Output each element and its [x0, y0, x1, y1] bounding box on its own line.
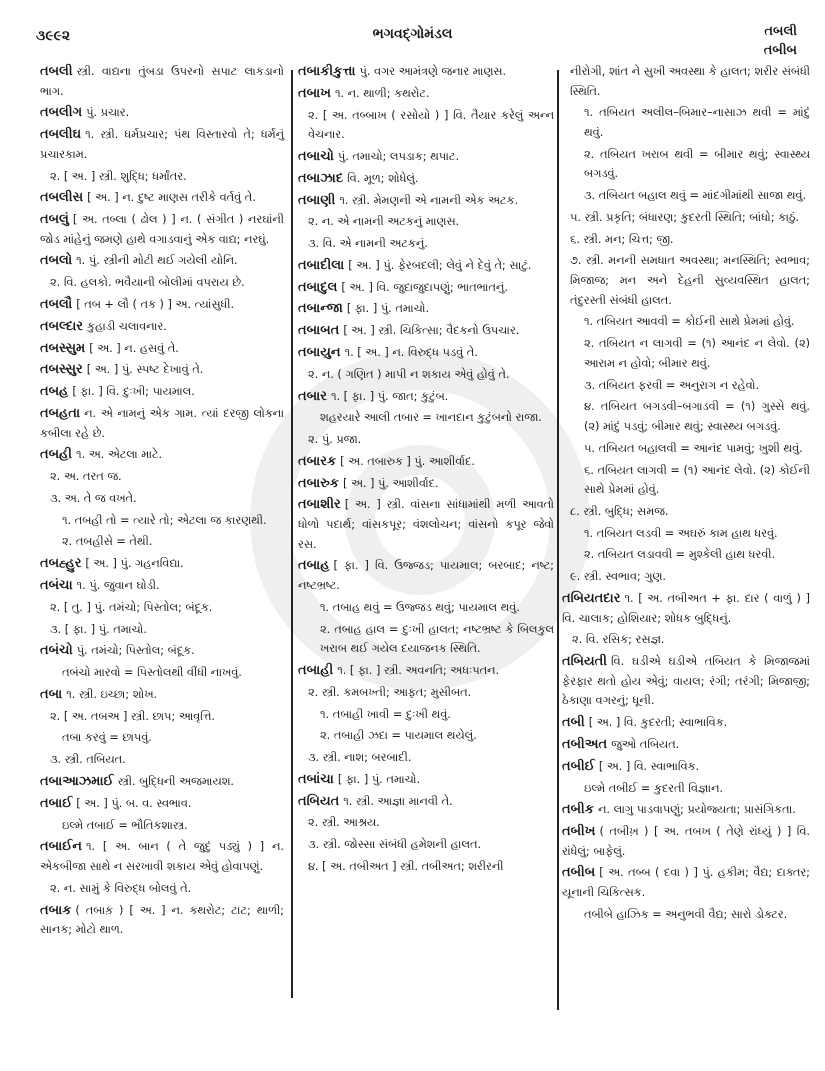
definition-text: ( તબાક઼ ) [ અ. ] ન. કથરોટ; ટાટ; થાળી; સાનક; મોટો થાળ.: [40, 903, 284, 937]
definition-text: ૬. સ્ત્રી. મન; ચિત્ત; જી.: [570, 232, 674, 246]
definition-text: પું. તમાચો; લપડાક; થપાટ.: [337, 149, 460, 163]
entry-sense: [562, 461, 810, 500]
definition-text: [ અ. ] સ્ત્રી. ચિકિત્સા; વૈદકનો ઉપચાર.: [343, 324, 520, 338]
entry-sense: [40, 728, 284, 748]
dictionary-entry: [562, 735, 810, 755]
headword: તબાઈન: [40, 839, 82, 855]
definition-text: ૧. પું. જુવાન ઘોડી.: [76, 579, 160, 592]
dictionary-entry: [40, 445, 284, 465]
headword: તબાંચા: [298, 771, 334, 787]
headword: તબીબ: [562, 865, 596, 881]
definition-text: પું. તમંચો; પિસ્તોલ; બંદૂક.: [76, 644, 195, 658]
entry-sense: [562, 439, 810, 459]
definition-text: [ અ. ] પું. બ. વ. સ્વભાવ.: [76, 796, 192, 810]
definition-text: ૨. અ. તરત જ.: [50, 470, 122, 484]
entry-sense: [562, 524, 810, 544]
definition-text: ૨. ન. સામું કે વિરુદ્ધ બોલવું તે.: [50, 881, 192, 895]
entry-sense: [562, 545, 810, 565]
entry-sense: [562, 103, 810, 142]
dictionary-entry: [40, 360, 284, 380]
headword: તબહ: [40, 384, 69, 400]
dictionary-entry: [40, 794, 284, 814]
definition-text: [ ફા. ] પું. તમાચો.: [346, 302, 430, 316]
definition-text: ૧. પું. સ્ત્રીની મોટી થઈ ગયેલી યોનિ.: [76, 254, 238, 268]
definition-text: ૭. સ્ત્રી. મનની સમધાત અવસ્થા; મનસ્થિતિ; સ્વભાવ; મિજાજ; મન અને દેહની સુવ્યવસ્થિત હાલત; તંદુરસ્તી સંબંધી હાલત.: [570, 254, 810, 307]
entry-sense: [562, 397, 810, 436]
definition-text: ૧. તબહી તો = ત્યારે તો; એટલા જ કારણથી.: [62, 513, 267, 527]
headword: તબીખ: [562, 824, 596, 840]
definition-text: ૮. સ્ત્રી. બુદ્ધિ; સમજ.: [570, 504, 669, 518]
definition-text: ૨. [ અ. તબઅ ] સ્ત્રી. છાપ; આવૃત્તિ.: [50, 709, 215, 723]
definition-text: ૧. ન. થાળી; કથરોટ.: [334, 86, 430, 100]
definition-text: [ ફા. ] પું. તમાચો.: [337, 772, 421, 786]
headword: તબીક: [562, 802, 594, 818]
entry-sense: [40, 816, 284, 836]
dictionary-entry: [40, 103, 284, 123]
definition-text: ૧. સ્ત્રી. ઇચ્છા; શોખ.: [66, 687, 158, 701]
dictionary-entry: [298, 169, 554, 189]
definition-text: ૨. તબિયત લડાવવી = મુશ્કેલી હાથ ધરવી.: [584, 548, 776, 562]
entry-sense: [40, 598, 284, 618]
headword: તબાદુલ: [298, 279, 338, 295]
definition-text: નીરોગી, શાંત ને સુખી અવસ્થા કે હાલત; શરીર સંબંધી સ્થિતિ.: [570, 65, 810, 98]
definition-text: [ અ. ] સ્ત્રી. વાંસના સાંધામાંથી મળી આવતો ધોળો પદાર્થ; વાંસકપૂર; વંશલોચન; વાંસનો કપૂર જેવો રસ.: [298, 498, 554, 551]
dictionary-entry: [40, 295, 284, 315]
headword: તબલ્દાર: [40, 318, 83, 334]
page-header: [0, 0, 825, 62]
definition-text: ૧. [ અ. બાન ( તે જુદું પડ્યું ) ] ન. એકબીજા સાથે ન સરખાવી શકાય એવું હોવાપણું.: [40, 840, 284, 873]
definition-text: [ અ. ] વિ. જુદાજુદાપણું; ભાતભાતનું.: [341, 280, 508, 294]
entry-sense: [298, 620, 554, 659]
page-number: ૩૯૯૨: [36, 28, 71, 44]
headword: તબાશીર: [298, 497, 341, 513]
entry-sense: [40, 879, 284, 899]
entry-sense: [298, 857, 554, 877]
headword: તબાદીલા: [298, 257, 345, 273]
dictionary-entry: [40, 62, 284, 101]
guide-word-first: તબલી: [764, 24, 797, 39]
headword: તબારક: [298, 453, 337, 469]
headword: તબાબત: [298, 323, 340, 339]
definition-text: વિ. ઘડીએ ઘડીએ તબિયત કે મિજાજમાં ફેરફાર થતો હોય એવું; વાયલ; રંગી; તરંગી; મિજાજી; ઠેકાણા વગરનું; ધૂની.: [562, 655, 810, 708]
definition-text: [ અ. ] વિ. સ્વાભાવિક.: [598, 759, 700, 773]
definition-text: [ અ. ] પું. સ્પષ્ટ દેખાવું તે.: [86, 363, 204, 377]
dictionary-entry: [40, 641, 284, 661]
definition-text: ૬. તબિયત લાગવી = (૧) આનંદ લેવો. (૨) કોઈની સાથે પ્રેમમાં હોવું.: [584, 463, 810, 497]
dictionary-entry: [40, 685, 284, 705]
dictionary-entry: [40, 382, 284, 402]
dictionary-entry: [40, 901, 284, 940]
dictionary-entry: [298, 495, 554, 554]
dictionary-entry: [562, 863, 810, 902]
definition-text: ( તબીખ઼ ) [ અ. તબખ ( તેણે રાંધ્યું ) ] વિ. રાંધેલું; બાફેલું.: [562, 825, 810, 858]
definition-text: ૨. તબહીસે = તેથી.: [62, 535, 153, 549]
headword: તબલીસ: [40, 190, 84, 206]
definition-text: [ અ. ] પું. આશીર્વાદ.: [342, 476, 439, 490]
entry-sense: [40, 511, 284, 531]
definition-text: [ અ. ] ન. હસવું તે.: [89, 341, 179, 355]
dictionary-entry: [40, 125, 284, 164]
headword: તબલો: [40, 253, 73, 269]
headword: તબાયુન: [298, 344, 341, 360]
definition-text: ૨. પું. પ્રજા.: [308, 433, 362, 447]
definition-text: ૨. તબિયત ન લાગવી = (૧) આનંદ ન લેવો. (૨) આરામ ન હોવો; બીમાર થવું.: [584, 337, 810, 370]
entry-sense: [298, 430, 554, 450]
definition-text: ૨. [ તુ. ] પું. તમંચો; પિસ્તોલ; બંદૂક.: [50, 600, 213, 614]
entry-sense: [40, 750, 284, 770]
definition-text: ૨. સ્ત્રી. કમબખ્તી; આફત; મુસીબત.: [308, 685, 472, 699]
definition-text: ૧. તબિયત અલીલ–બિમાર–નાસાઝ થવી = માંદું થવું.: [584, 106, 810, 139]
headword: તબહતા: [40, 405, 81, 421]
dictionary-entry: [562, 822, 810, 861]
dictionary-entry: [40, 317, 284, 337]
entry-sense: [562, 251, 810, 310]
entry-sense: [562, 567, 810, 587]
column-2: [298, 62, 554, 1047]
definition-text: [ અ. ] પું. ફેરબદલી; લેવું ને દેવું તે; સાટું.: [348, 258, 532, 272]
definition-text: [ અ. ] ન. દુષ્ટ માણસ તરીકે વર્તવું તે.: [87, 191, 256, 205]
definition-text: ૧. તબિયત લડવી = અઘરું કામ હાથ ધરવું.: [584, 526, 778, 540]
definition-text: [ તબ + લૌ ( તક ) ] અ. ત્યાંસુધી.: [76, 298, 235, 312]
entry-sense: [298, 598, 554, 618]
definition-text: ૧. તબાહી ખાવી = દુઃખી થવું.: [320, 707, 451, 721]
dictionary-entry: [298, 770, 554, 790]
headword: તબાર: [298, 388, 327, 404]
entry-sense: [562, 905, 810, 925]
definition-text: તબંચો મારવો = પિસ્તોલથી વીંધી નાખવું.: [62, 666, 242, 680]
dictionary-entry: [40, 188, 284, 208]
dictionary-entry: [40, 837, 284, 876]
dictionary-entry: [40, 404, 284, 443]
definition-text: કુહાડી ચલાવનાર.: [87, 319, 167, 333]
entry-sense: [298, 813, 554, 833]
dictionary-entry: [562, 757, 810, 777]
dictionary-entry: [298, 321, 554, 341]
entry-sense: [298, 365, 554, 385]
headword: તબલીઘ: [40, 127, 82, 143]
entry-sense: [40, 620, 284, 640]
headword: તબસ્સુર: [40, 362, 83, 378]
column-1: [40, 62, 284, 1047]
definition-text: ૧. સ્ત્રી. આજ્ઞા માનવી તે.: [343, 794, 453, 808]
definition-text: ૩. સ્ત્રી. નાશ; બરબાદી.: [308, 751, 412, 765]
entry-sense: [298, 705, 554, 725]
headword: તબારુક: [298, 475, 339, 491]
definition-text: ૧. [ અ. ] ન. વિરુદ્ધ પડવું તે.: [344, 345, 478, 359]
dictionary-entry: [40, 210, 284, 249]
entry-sense: [562, 334, 810, 373]
definition-text: ૨. તબાહ હાલ = દુઃખી હાલત; નષ્ટભ્રષ્ટ કે બિલકુલ ખરાબ થઈ ગયેલ દયાજનક સ્થિતિ.: [320, 622, 554, 656]
definition-text: ૧. અ. એટલા માટે.: [76, 448, 163, 462]
entry-sense: [298, 683, 554, 703]
guide-word-last: તબીબ: [763, 43, 797, 58]
dictionary-entry: [40, 339, 284, 359]
definition-text: ૨. તબિયત ખરાબ થવી = બીમાર થવું; સ્વાસ્થ્ય બગડવું.: [584, 147, 810, 181]
headword: તબંચો: [40, 643, 73, 659]
definition-text: ૩. તબિયત ફરવી = અનુરાગ ન રહેવો.: [584, 378, 760, 392]
dictionary-entry: [562, 589, 810, 628]
headword: તબાખ: [298, 85, 331, 101]
dictionary-entry: [40, 576, 284, 596]
dictionary-entry: [298, 452, 554, 472]
entry-sense: [298, 234, 554, 254]
headword: તબાહ: [298, 558, 330, 574]
definition-text: ૩. સ્ત્રી. જોસ્સા સંબંધી હમેશની હાલત.: [308, 838, 482, 852]
dictionary-entry: [298, 278, 554, 298]
definition-text: જુઓ તબિયત.: [611, 737, 680, 751]
headword: તબલી: [40, 64, 73, 79]
entry-sense: [562, 630, 810, 650]
definition-text: ૨. ન. ( ગણિત ) માપી ન શકાય એવું હોવું તે.: [308, 367, 510, 381]
definition-text: ૨. ન. એ નામની અટકનું માણસ.: [308, 215, 460, 229]
dictionary-entry: [298, 661, 554, 681]
definition-text: [ અ. તબ્લા ( ઢોલ ) ] ન. ( સંગીત ) નરઘાંની જોડ માંહેનું જમણે હાથે વગાડવાનું એક વાદ્ય; નરઘું.: [40, 213, 284, 246]
dictionary-entry: [298, 256, 554, 276]
definition-text: ૧. [ ફા. ] સ્ત્રી. અવનતિ; અધઃપતન.: [337, 663, 500, 677]
definition-text: ૨. [ અ. તબ્બાખ ( રસોયો ) ] વિ. તૈયાર કરેલું અન્ન વેચનાર.: [308, 108, 554, 142]
headword: તબિયત: [298, 793, 340, 809]
entry-sense: [562, 208, 810, 228]
entry-sense: [40, 167, 284, 187]
entry-sense: [40, 663, 284, 683]
dictionary-entry: [298, 387, 554, 407]
definition-text: ૨. [ અ. ] સ્ત્રી. શુદ્ધિ; ધર્માંતર.: [50, 169, 187, 183]
headword: તબાઈ: [40, 795, 73, 811]
dictionary-entry: [40, 251, 284, 271]
dictionary-entry: [298, 84, 554, 104]
entry-sense: [562, 62, 810, 101]
headword: તબી: [562, 715, 585, 731]
definition-text: [ ફા. ] વિ. દુઃખી; પાયમાલ.: [72, 385, 195, 399]
entry-sense: [562, 186, 810, 206]
definition-text: ઇલ્મે તબીઈ = કુદરતી વિજ્ઞાન.: [584, 781, 724, 795]
definition-text: ૩. તબિયત બહાલ થવું = માંદગીમાંથી સાજા થવું.: [584, 189, 807, 203]
definition-text: [ ફા. ] વિ. ઉજ્જડ; પાયમાલ; બરબાદ; નષ્ટ; નષ્ટભ્રષ્ટ.: [298, 559, 554, 592]
definition-text: તબા કરવું = છાપવું.: [62, 731, 152, 745]
definition-text: શહરયારે આલી તબાર = ખાનદાન કુટુંબનો રાજા.: [320, 411, 542, 425]
entry-sense: [40, 273, 284, 293]
headword: તબીઈ: [562, 758, 595, 774]
definition-text: ન. એ નામનું એક ગામ. ત્યાં દરજી લોકના કબીલા રહે છે.: [40, 406, 284, 440]
headword: તબલીગ: [40, 105, 83, 121]
headword: તબહી: [40, 447, 73, 463]
headword: તબીઅત: [562, 736, 608, 752]
definition-text: ન. લાગુ પાડવાપણું; પ્રયોજ્યતા; પ્રાસંગિકતા.: [597, 803, 796, 817]
entry-sense: [298, 106, 554, 145]
definition-text: ૩. [ ફા. ] પું. તમાચો.: [50, 622, 147, 636]
definition-text: [ અ. તબારુક ] પું. આશીર્વાદ.: [340, 454, 475, 468]
dictionary-entry: [298, 343, 554, 363]
definition-text: ઇલ્મે તબાઈ = ભૌતિકશાસ્ત્ર.: [62, 818, 188, 832]
dictionary-entry: [562, 800, 810, 820]
definition-text: [ અ. ] વિ. કુદરતી; સ્વાભાવિક.: [588, 716, 728, 730]
dictionary-entry: [40, 772, 284, 792]
dictionary-entry: [298, 147, 554, 167]
definition-text: ૧. તબાહ થવું = ઉજ્જડ થવું; પાયમાલ થવું.: [320, 600, 520, 614]
headword: તબાકીકુત્તા: [298, 64, 356, 79]
definition-text: સ્ત્રી. વાદ્યના તુંબડા ઉપરનો સપાટ લાકડાનો ભાગ.: [40, 65, 284, 98]
definition-text: ૧. તબિયત આવવી = કોઈની સાથે પ્રેમમાં હોવું.: [584, 315, 795, 329]
definition-text: ૩. સ્ત્રી. તબિયત.: [50, 753, 126, 767]
definition-text: પું. વગર આમંત્રણે જનાર માણસ.: [359, 65, 507, 78]
dictionary-entry: [298, 474, 554, 494]
headword: તબિયતી: [562, 654, 607, 670]
headword: તબલું: [40, 212, 69, 228]
headword: તબાચો: [298, 148, 334, 164]
dictionary-entry: [298, 556, 554, 595]
dictionary-entry: [562, 713, 810, 733]
headword: તબાહી: [298, 662, 334, 678]
definition-text: ૨. તબાહી ઝદા = પાયમાલ થયેલું.: [320, 729, 477, 743]
definition-text: સ્ત્રી. બુદ્ધિની અજમાયશ.: [117, 775, 234, 789]
definition-text: [ અ. તબ્બ ( દવા ) ] પું. હકીમ; વૈદ્ય; દાક્તર; યૂનાની ચિકિત્સક.: [562, 866, 810, 900]
headword: તબસ્સુમ: [40, 340, 86, 356]
definition-text: ૧. [ ફા. ] પું. જાત; કુટુંબ.: [330, 389, 449, 403]
headword: તબિયતદાર: [562, 591, 621, 607]
definition-text: પું. પ્રચાર.: [86, 106, 130, 120]
entry-sense: [562, 312, 810, 332]
dictionary-columns: [40, 62, 810, 1052]
definition-text: ૯. સ્ત્રી. સ્વભાવ; ગુણ.: [570, 570, 666, 584]
dictionary-entry: [298, 299, 554, 319]
headword: તબાણી: [298, 192, 336, 208]
headword: તબાઆઝમાઈ: [40, 774, 114, 790]
running-title: ભગવદ્ગોમંડલ: [372, 26, 453, 42]
definition-text: ૨. વિ. હલકો. ભવૈયાની બોલીમાં વપરાય છે.: [50, 276, 245, 290]
headword: તબાન્જા: [298, 301, 343, 317]
entry-sense: [40, 532, 284, 552]
entry-sense: [298, 408, 554, 428]
guide-words: [764, 22, 797, 60]
entry-sense: [562, 376, 810, 396]
entry-sense: [298, 835, 554, 855]
definition-text: ૩. વિ. એ નામની અટકનું.: [308, 237, 428, 251]
definition-text: ૨. સ્ત્રી. આશ્રય.: [308, 816, 380, 830]
definition-text: તબીબે હાઝિક = અનુભવી વૈદ્ય; સારો ડોક્ટર.: [584, 907, 788, 921]
entry-sense: [562, 230, 810, 250]
entry-sense: [298, 748, 554, 768]
definition-text: વિ. મૂળ; શોધેલું.: [347, 171, 419, 185]
dictionary-entry: [40, 554, 284, 574]
definition-text: ૨. વિ. રસિક; રસજ્ઞ.: [572, 633, 665, 647]
headword: તબા: [40, 686, 63, 702]
definition-text: ૧. સ્ત્રી. મેમણની એ નામની એક અટક.: [339, 193, 519, 207]
entry-sense: [562, 145, 810, 184]
entry-sense: [40, 467, 284, 487]
definition-text: ૧. સ્ત્રી. ધર્મપ્રચાર; પંથ વિસ્તારવો તે; ધર્મનું પ્રચારકામ.: [40, 128, 284, 161]
headword: તબાક: [40, 902, 72, 918]
dictionary-entry: [298, 62, 554, 82]
entry-sense: [298, 726, 554, 746]
entry-sense: [40, 489, 284, 509]
definition-text: ૫. સ્ત્રી. પ્રકૃતિ; બંધારણ; કુદરતી સ્થિતિ; બાંધો; કાઠું.: [570, 210, 800, 224]
definition-text: [ અ. ] પું. ગહનવિદ્યા.: [85, 557, 184, 571]
headword: તબહ્હુર: [40, 556, 82, 572]
definition-text: ૪. તબિયત બગડવી–બગાડવી = (૧) ગુસ્સે થવું. (૨) માંદું પડવું; બીમાર થવું; સ્વાસ્થ્ય બગડવું.: [584, 400, 810, 433]
dictionary-entry: [298, 191, 554, 211]
dictionary-entry: [298, 792, 554, 812]
entry-sense: [298, 212, 554, 232]
definition-text: ૪. [ અ. તબીઅત ] સ્ત્રી. તબીઅત; શરીરની: [308, 859, 504, 873]
entry-sense: [562, 779, 810, 799]
column-3: [562, 62, 810, 1047]
headword: તબલૌ: [40, 297, 73, 313]
dictionary-entry: [562, 652, 810, 711]
entry-sense: [562, 502, 810, 522]
headword: તબંચા: [40, 578, 73, 593]
definition-text: ૧. [ અ. તબીઅત + ફા. દાર ( વાળું ) ] વિ. ચાલાક; હોશિયાર; શોધક બુદ્ધિનું.: [562, 592, 810, 625]
entry-sense: [40, 707, 284, 727]
definition-text: ૫. તબિયત બહાલવી = આનંદ પામવું; ખુશી થવું.: [584, 441, 803, 455]
headword: તબાઝાદ: [298, 170, 344, 186]
definition-text: ૩. અ. તે જ વખતે.: [50, 491, 137, 505]
